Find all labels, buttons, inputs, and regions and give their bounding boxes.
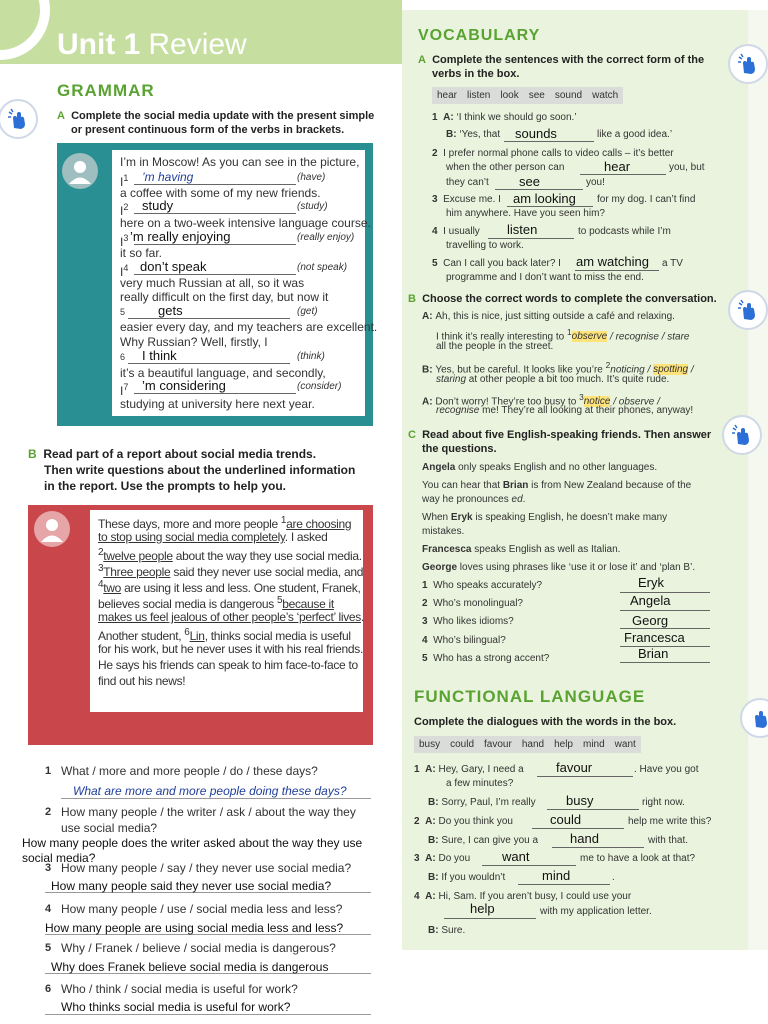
answer-text: hear <box>604 159 631 174</box>
vocabulary-a-instruction <box>418 53 704 81</box>
answer-text: What are more and more people doing these days? <box>73 784 347 798</box>
blank-number: 5 <box>120 307 126 317</box>
answer-text: I think <box>142 348 177 363</box>
touch-icon[interactable] <box>728 44 768 84</box>
report-text: , thinks social media is useful <box>204 629 351 643</box>
instruction-line: Then write questions about the underlined information <box>44 463 356 477</box>
fact-text: ed <box>511 494 523 505</box>
friend-fact <box>422 544 620 556</box>
question-text: Who’s bilingual? <box>433 635 506 646</box>
vocab-item-3 <box>432 194 501 206</box>
question-number: 3 <box>45 862 52 874</box>
dialogue-line <box>428 797 536 809</box>
item-text: me to have a look at that? <box>580 853 696 864</box>
underline-number: 4 <box>98 579 104 590</box>
answer-text: Why does Franek believe social media is dangerous <box>51 960 329 974</box>
report-text: . <box>361 610 365 624</box>
answer-blank[interactable] <box>128 305 290 319</box>
word-box-item: mind <box>582 739 605 750</box>
word-choice[interactable]: recognise <box>615 331 659 343</box>
blank-number: 7 <box>123 382 129 392</box>
review-label: Review <box>148 28 247 61</box>
report-line <box>98 609 364 625</box>
word-box-item: favour <box>484 739 512 750</box>
item-text: with my application letter. <box>540 906 652 917</box>
item-text: right now. <box>642 797 685 808</box>
card-a-blank-row: $I^2$ study (study) <box>120 198 328 218</box>
question-prompt: How many people / say / they never use social media? <box>61 861 352 875</box>
underlined-info: two <box>103 581 122 595</box>
exercise-letter: B <box>408 293 416 305</box>
dialogue-line <box>428 925 465 937</box>
choice-number: 2 <box>605 360 611 370</box>
choice-separator: / <box>607 331 616 343</box>
item-number: 4 <box>432 226 438 237</box>
unit-label: Unit 1 <box>57 28 141 61</box>
instruction-line: Read about five English-speaking friends. Then answer <box>422 429 712 441</box>
item-text: ‘I think we should go soon.’ <box>456 112 577 123</box>
c-question <box>422 653 549 665</box>
choice-separator: / <box>654 396 660 408</box>
blank-number: 6 <box>120 352 126 362</box>
word-box-item: watch <box>592 90 619 101</box>
vocabulary-title: VOCABULARY <box>418 27 541 44</box>
answer-text: study <box>142 198 174 213</box>
verb-hint: (really enjoy) <box>297 232 355 243</box>
item-text: Hi, Sam. If you aren’t busy, I could use your <box>438 891 632 902</box>
item-number: 4 <box>414 891 420 902</box>
speaker-label: B: <box>428 925 439 936</box>
report-text: are using it less and less. One student, Franek, <box>121 581 361 595</box>
card-a-line: it so far. <box>120 246 163 260</box>
underlined-info: to stop using social media completely <box>98 530 285 544</box>
avatar-icon <box>34 511 70 547</box>
report-text: These days, more and more people <box>98 517 281 531</box>
word-choice[interactable]: stare <box>667 331 690 343</box>
report-line: He says his friends can speak to him face-to-face to <box>98 658 358 672</box>
question-text: Who’s monolingual? <box>433 598 523 609</box>
dialogue-line <box>414 764 524 776</box>
answer-text: sounds <box>515 126 557 141</box>
grammar-a-instruction <box>57 109 374 137</box>
item-text: ‘Yes, that <box>459 129 501 140</box>
item-text: Excuse me. I <box>443 194 501 205</box>
item-text: I prefer normal phone calls to video calls – it’s better <box>443 148 674 159</box>
question-number: 2 <box>45 806 52 818</box>
item-number: 5 <box>432 258 438 269</box>
choice-number: 3 <box>579 392 584 402</box>
item-text: Yes, but be careful. It looks like you’re <box>435 364 606 376</box>
speaker-label: B: <box>428 797 439 808</box>
instruction-line: Complete the social media update with the present simple <box>71 110 375 122</box>
report-line: find out his news! <box>98 674 186 688</box>
card-a-blank-row: $I^1$ ’m having (have) <box>120 170 326 189</box>
vocabulary-b-instruction <box>408 292 717 306</box>
choice-separator: / <box>644 364 654 376</box>
item-text: Hey, Gary, I need a <box>438 764 524 775</box>
word-box <box>432 87 623 104</box>
instruction-line: or present continuous form of the verbs in brackets. <box>71 124 345 136</box>
speaker-label: A: <box>425 853 436 864</box>
fact-text: way he pronounces <box>422 494 512 505</box>
card-a-line: really difficult on the first day, but now it <box>120 290 329 304</box>
answer-text: ’m considering <box>142 378 226 393</box>
word-choice[interactable]: observe <box>571 331 608 343</box>
conversation-line <box>436 405 693 417</box>
speaker-label: A: <box>425 816 436 827</box>
word-box <box>414 736 641 753</box>
instruction-line: Complete the sentences with the correct form of the <box>432 54 705 66</box>
word-box-item: hand <box>521 739 545 750</box>
report-text: . I asked <box>284 530 328 544</box>
friend-fact <box>422 562 695 574</box>
underlined-info: Three people <box>103 565 171 579</box>
fact-text: speaks English as well as Italian. <box>471 544 621 555</box>
item-text: for my dog. I can’t find <box>597 194 696 205</box>
speaker-label: A: <box>425 891 436 902</box>
report-text: Another student, <box>98 629 185 643</box>
fact-text: is from New Zealand because of the <box>528 480 692 491</box>
dialogue-line <box>414 853 470 865</box>
dialogue-line <box>414 891 631 903</box>
dialogue-line <box>428 872 505 884</box>
answer-text: Francesca <box>624 630 685 645</box>
speaker-label: B: <box>422 364 433 376</box>
choice-number: 1 <box>567 327 572 337</box>
item-text: Can I call you back later? I <box>443 258 561 269</box>
blank-number: 2 <box>123 202 129 212</box>
verb-hint: (think) <box>297 351 325 362</box>
fact-text: is speaking English, he doesn’t make many <box>472 512 668 523</box>
card-a-line: studying at university here next year. <box>120 397 315 411</box>
underline-number: 2 <box>98 547 104 558</box>
item-text: me! They’re all looking at their phones, anyway! <box>479 405 694 416</box>
underline-number: 3 <box>98 563 104 574</box>
item-number: 3 <box>414 853 420 864</box>
fact-text: When <box>422 512 451 523</box>
dialogue-line <box>428 835 538 847</box>
item-text: a few minutes? <box>446 778 514 789</box>
exercise-letter: B <box>28 447 37 461</box>
question-number: 5 <box>45 942 52 954</box>
word-box-item: see <box>528 90 545 101</box>
friend-fact <box>422 494 525 506</box>
item-text: him anywhere. Have you seen him? <box>446 208 605 219</box>
choice-separator: / <box>688 364 694 376</box>
friend-name: Eryk <box>450 512 473 523</box>
word-box-item: busy <box>419 739 441 750</box>
grammar-b-instruction <box>28 446 355 494</box>
answer-text: ’m really enjoying <box>130 229 231 244</box>
item-text: Do you <box>438 853 471 864</box>
item-number: 1 <box>414 764 420 775</box>
verb-hint: (consider) <box>297 381 342 392</box>
touch-icon[interactable] <box>722 415 762 455</box>
item-number: 3 <box>432 194 438 205</box>
question-number: 6 <box>45 983 52 995</box>
word-box-item: want <box>614 739 636 750</box>
blank-number: 3 <box>123 233 129 243</box>
item-text: they can’t <box>446 177 489 188</box>
question-prompt: Who / think / social media is useful for work? <box>61 982 298 996</box>
fact-text: . <box>522 494 526 505</box>
dialogue-line <box>414 816 513 828</box>
underline-number: 6 <box>184 627 190 638</box>
question-text: Who speaks accurately? <box>433 580 543 591</box>
question-prompt: How many people / use / social media less and less? <box>61 902 343 916</box>
item-number: 3 <box>422 616 428 627</box>
question-text: Who likes idioms? <box>433 616 514 627</box>
vocabulary-c-instruction <box>408 428 711 456</box>
fact-text: only speaks English and no other languages. <box>455 462 658 473</box>
item-text: I usually <box>443 226 480 237</box>
item-number: 4 <box>422 635 428 646</box>
answer-text: Brian <box>638 646 669 661</box>
word-choice[interactable]: recognise <box>436 405 480 416</box>
item-text: at other people a bit too much. It’s quite rude. <box>466 374 670 385</box>
answer-text: am watching <box>576 254 649 269</box>
item-text: you! <box>586 177 605 188</box>
answer-text: help <box>470 901 495 916</box>
item-text: you, but <box>669 162 705 173</box>
question-number: 4 <box>45 903 52 915</box>
question-prompt: use social media? <box>61 821 158 835</box>
item-text: Ah, this is nice, just sitting outside a café and relaxing. <box>435 311 675 322</box>
speaker-label: B: <box>446 129 457 140</box>
report-line <box>98 529 327 545</box>
conversation-line <box>436 374 669 386</box>
fact-text: loves using phrases like ‘use it or lose it’ and ‘plan B’. <box>457 562 696 573</box>
word-choice[interactable]: spotting <box>653 364 689 376</box>
verb-hint: (get) <box>297 306 318 317</box>
answer-text: How many people said they never use social media? <box>51 879 332 893</box>
verb-hint: (have) <box>297 172 326 183</box>
avatar-icon <box>62 153 98 189</box>
item-text: Sorry, Paul, I’m really <box>441 797 536 808</box>
item-number: 2 <box>422 598 428 609</box>
vocab-item-4 <box>432 226 480 238</box>
exercise-letter: A <box>57 110 65 122</box>
speaker-label: A: <box>425 764 436 775</box>
item-number: 2 <box>432 148 438 159</box>
item-text: help me write this? <box>628 816 712 827</box>
item-text: programme and I don’t want to miss the end. <box>446 272 644 283</box>
friend-name: George <box>422 562 458 573</box>
friend-name: Brian <box>502 480 529 491</box>
item-text: . <box>612 872 615 883</box>
friend-fact <box>422 512 667 524</box>
friend-fact <box>422 462 657 474</box>
card-a-blank-row: $I^4$ don’t speak (not speak) <box>120 259 348 279</box>
blank-number: 4 <box>123 263 129 273</box>
item-text: when the other person can <box>446 162 565 173</box>
card-a-line: easier every day, and my teachers are excellent. <box>120 320 378 334</box>
answer-text: want <box>502 849 530 864</box>
underline-number: 5 <box>276 595 283 606</box>
word-box-item: help <box>554 739 573 750</box>
answer-text: Georg <box>632 613 669 628</box>
answer-text: hand <box>570 831 599 846</box>
friend-fact: mistakes. <box>422 526 465 537</box>
grammar-title: GRAMMAR <box>57 81 155 100</box>
question-prompt: How many people / the writer / ask / about the way they <box>61 805 356 819</box>
card-a-line: I’m in Moscow! As you can see in the picture, <box>120 155 360 169</box>
answer-text: social media? <box>22 851 96 865</box>
vocab-item-1 <box>432 112 577 124</box>
underlined-info: because it <box>282 597 334 611</box>
right-panel-edge <box>748 10 768 950</box>
underlined-info: Lin <box>189 629 205 643</box>
instruction-line: in the report. Use the prompts to help you. <box>44 479 287 493</box>
word-choice[interactable]: observe <box>618 396 655 408</box>
word-box-item: look <box>500 90 519 101</box>
vocab-item-2 <box>432 148 674 160</box>
answer-text: see <box>519 174 540 189</box>
word-choice[interactable]: noticing <box>610 364 645 376</box>
c-question <box>422 635 506 647</box>
underlined-info: makes us feel jealous of other people’s ‘perfect’ lives <box>98 610 361 624</box>
choice-separator: / <box>610 396 619 408</box>
report-text: about the way they use social media. <box>172 549 362 563</box>
answer-text: Eryk <box>638 575 664 590</box>
functional-language-title: FUNCTIONAL LANGUAGE <box>414 687 646 706</box>
answer-text: listen <box>507 222 538 237</box>
item-number: 1 <box>432 112 438 123</box>
item-text: like a good idea.’ <box>597 129 673 140</box>
card-a-blank-row: $I^3$ ’m really enjoying (really enjoy) <box>120 229 355 249</box>
instruction-line: Choose the correct words to complete the conversation. <box>422 293 717 305</box>
speaker-label: A: <box>422 396 433 408</box>
item-text: with that. <box>648 835 689 846</box>
conversation-line: all the people in the street. <box>436 341 554 352</box>
speaker-label: A: <box>422 311 433 322</box>
touch-icon[interactable] <box>0 99 38 139</box>
word-box-item: sound <box>554 90 583 101</box>
question-text: Who has a strong accent? <box>433 653 550 664</box>
item-text: to podcasts while I’m <box>578 226 671 237</box>
blank-number: 1 <box>123 173 129 183</box>
speaker-label: B: <box>428 872 439 883</box>
answer-text: How many people does the writer asked about the way they use <box>22 836 363 850</box>
underlined-info: are choosing <box>286 517 352 531</box>
card-a-line: Why Russian? Well, firstly, I <box>120 335 268 349</box>
card-a-line: a coffee with some of my new friends. <box>120 186 321 200</box>
functional-instruction: Complete the dialogues with the words in the box. <box>414 716 677 728</box>
item-text: If you wouldn’t <box>441 872 506 883</box>
item-number: 2 <box>414 816 420 827</box>
instruction-line: verbs in the box. <box>432 68 520 80</box>
answer-text: How many people are using social media less and less? <box>45 921 344 935</box>
item-text: travelling to work. <box>446 240 524 251</box>
answer-text: gets <box>158 303 183 318</box>
question-prompt: Why / Franek / believe / social media is dangerous? <box>61 941 336 955</box>
instruction-line: Read part of a report about social media trends. <box>43 447 317 461</box>
answer-text: ’m having <box>142 170 194 184</box>
choice-separator: / <box>658 331 668 343</box>
word-box-item: hear <box>437 90 458 101</box>
underline-number: 1 <box>280 515 287 526</box>
card-a-line: here on a two-week intensive language course. <box>120 216 371 230</box>
word-choice[interactable]: notice <box>583 396 611 408</box>
item-text: Sure. <box>441 925 466 936</box>
vocab-item-1-b <box>446 129 500 141</box>
instruction-line: the questions. <box>422 443 497 455</box>
item-number: 5 <box>422 653 428 664</box>
c-question <box>422 598 523 610</box>
friend-name: Angela <box>422 462 456 473</box>
answer-text: favour <box>556 760 593 775</box>
item-number: 1 <box>422 580 428 591</box>
question-prompt: What / more and more people / do / these days? <box>61 764 318 778</box>
answer-blank[interactable] <box>620 580 710 593</box>
word-box-item: listen <box>467 90 491 101</box>
item-text: Don’t worry! They’re too busy to <box>435 396 580 408</box>
item-text: Do you think you <box>438 816 513 827</box>
underlined-info: twelve people <box>103 549 173 563</box>
exercise-letter: A <box>418 54 426 66</box>
report-line: for his work, but he never uses it with his real friends. <box>98 642 364 656</box>
conversation-line <box>422 311 675 323</box>
answer-text: mind <box>542 868 571 883</box>
c-question <box>422 616 514 628</box>
exercise-letter: C <box>408 429 416 441</box>
c-question <box>422 580 542 592</box>
vocab-item-5 <box>432 258 561 270</box>
unit-title <box>57 28 247 62</box>
verb-hint: (study) <box>297 201 328 212</box>
report-text: said they never use social media, and <box>170 565 364 579</box>
touch-icon[interactable] <box>728 290 768 330</box>
report-text: believes social media is dangerous <box>98 597 277 611</box>
speaker-label: A: <box>443 112 454 123</box>
answer-text: could <box>550 812 582 827</box>
question-number: 1 <box>45 765 52 777</box>
answer-text: don’t speak <box>140 259 207 274</box>
card-a-line: very much Russian at all, so it was <box>120 276 305 290</box>
speaker-label: B: <box>428 835 439 846</box>
word-choice[interactable]: staring <box>436 374 467 385</box>
card-a-blank-row: $I^7$ ’m considering (consider) <box>120 378 342 398</box>
verb-hint: (not speak) <box>297 262 348 273</box>
answer-text: Angela <box>630 593 671 608</box>
answer-text: busy <box>566 793 594 808</box>
friend-fact <box>422 480 691 492</box>
card-a-line: it’s a beautiful language, and secondly, <box>120 366 326 380</box>
word-box-item: could <box>450 739 475 750</box>
item-text: I think it’s really interesting to <box>436 331 567 343</box>
fact-text: You can hear that <box>422 480 503 491</box>
item-text: . Have you got <box>634 764 699 775</box>
item-text: a TV <box>662 258 683 269</box>
item-text: Sure, I can give you a <box>441 835 539 846</box>
friend-name: Francesca <box>422 544 472 555</box>
answer-text: Who thinks social media is useful for work? <box>61 1000 291 1014</box>
answer-text: am looking <box>513 191 576 206</box>
